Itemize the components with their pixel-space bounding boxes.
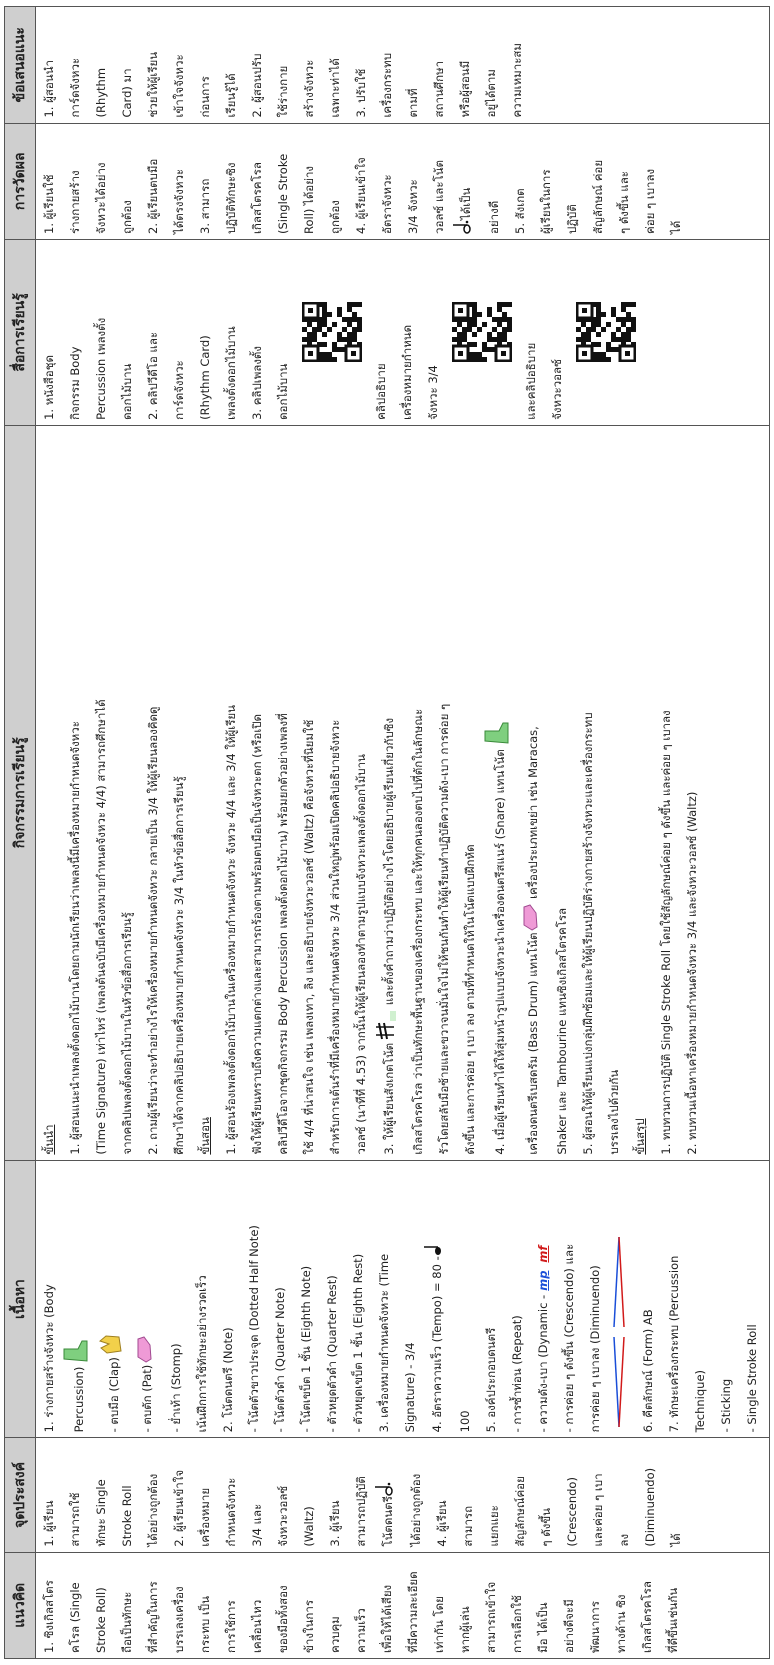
concept-line: ความเร็ว: [354, 1608, 368, 1653]
evaluation-cell: [36, 123, 770, 239]
concept-line: มือ ได้เป็น: [536, 1602, 550, 1653]
concept-line: ที่มีความละเอียด: [406, 1571, 420, 1653]
concept-line: อย่างดีจะมี: [562, 1599, 576, 1653]
dynamic-mf-mark: mf: [536, 1245, 550, 1263]
objective-line: 1. ผู้เรียน: [42, 1500, 56, 1547]
qr-code-icon: [302, 302, 362, 362]
activities-cell: [36, 425, 770, 1160]
evaluation-line: อย่างดี: [487, 200, 501, 234]
dynamic-mp-mark: mp: [536, 1270, 550, 1291]
quarter-note-icon: [423, 1244, 452, 1256]
suggestion-line: สถานศึกษา: [432, 60, 446, 118]
header-evaluation: การวัดผล: [5, 123, 36, 239]
media-line: และคลิปอธิบาย: [524, 342, 538, 420]
suggestion-line: เข้าใจจังหวะ: [172, 54, 186, 118]
objective-line: กำหนดจังหวะ: [224, 1477, 238, 1547]
activity-line: 3. ให้ผู้เรียนสังเกตโน้ต และตั้งคำถามว่าปฏิบัติอย่างไรโดยอธิบายผู้เรียนเกี่ยวกับซิง: [374, 431, 405, 1155]
evaluation-line: 1. ผู้เรียนใช้: [42, 174, 56, 234]
activity-line: เครื่องดนตรีเบสดรัม (Bass Drum) แทนโน้ต เครื่องประเภทเขย่า เช่น Maracas,: [518, 431, 549, 1155]
media-line: จังหวะ 3/4: [426, 365, 440, 420]
evaluation-line: สัญลักษณ์ ค่อย: [591, 159, 605, 234]
media-line: การ์ดจังหวะ: [172, 360, 186, 420]
activity-line: 1. ผู้สอนแนะนำเพลงตั้งดอกไม้บานโดยถามนักเรียนว่าเพลงนี้มีเครื่องหมายกำหนดจังหวะ: [68, 721, 82, 1155]
activity-line: สำหรับการเต้นรำที่มีเครื่องหมายกำหนดจังหวะ 3/4 ส่วนใหญ่พร้อมเปิดคลิปอธิบายจังหวะ: [328, 719, 342, 1155]
content-line: Signature) - 3/4: [403, 1342, 417, 1433]
content-line: - Sticking: [718, 1378, 733, 1433]
activity-line: (Time Signature) เท่าไหร่ (เพลงต้นฉบับมีเครื่องหมายกำหนดจังหวะ 4/4) สามารถศึกษาได้: [94, 699, 108, 1155]
media-line: จังหวะวอลซ์: [550, 359, 564, 420]
evaluation-line: 2. ผู้เรียนตบมือ: [146, 158, 160, 234]
header-activities: กิจกรรมการเรียนรู้: [5, 425, 36, 1160]
media-line: 2. คลิปวีดีโอ และ: [146, 331, 160, 420]
content-line: - ตบมือ (Clap): [97, 1166, 132, 1433]
header-row: [5, 7, 36, 1659]
objective-line: ลง: [617, 1533, 631, 1547]
hand-clap-icon: [97, 1327, 132, 1357]
concept-line: เคลื่อนไหว: [250, 1599, 264, 1653]
activity-line: 5. ผู้สอนให้ผู้เรียนแบ่งกลุ่มฝึกซ้อมและให้ผู้เรียนปฏิบัติร่างกายสร้างจังหวะและเครื่องกระทบ: [581, 712, 595, 1155]
media-line: คลิปอธิบาย: [374, 363, 388, 420]
media-cell: [36, 240, 770, 426]
activity-line: 1. ผู้สอนร้องเพลงตั้งดอกไม้บานในเครื่องหมายกำหนดจังหวะ จังหวะ 4/4 และ 3/4 ให้ผู้เรียน: [224, 705, 238, 1155]
activity-inline-text: และตั้งคำถามว่าปฏิบัติอย่างไรโดยอธิบายผู้เรียนเกี่ยวกับซิง: [382, 717, 396, 1009]
media-line: ดอกไม้บาน: [120, 363, 134, 420]
objective-line: (Crescendo): [565, 1477, 579, 1547]
objective-line: แยกแยะ: [487, 1505, 501, 1547]
header-objectives: จุดประสงค์: [5, 1438, 36, 1552]
objectives-cell: [36, 1438, 770, 1552]
media-line: (Rhythm Card): [198, 335, 212, 420]
suggestion-line: ช่วยให้ผู้เรียน: [146, 51, 160, 118]
objective-line: ทักษะ Single: [94, 1479, 108, 1547]
objective-line: Stroke Roll: [120, 1485, 134, 1547]
crescendo-diminuendo-hairpin-icon: [609, 1232, 635, 1432]
activity-line: 1. ทบทวนการปฏิบัติ Single Stroke Roll โดยใช้สัญลักษณ์ค่อย ๆ ดังขึ้น และค่อย ๆ เบาลง: [659, 710, 673, 1155]
content-line: 5. องค์ประกอบดนตรี: [484, 1327, 498, 1433]
activity-inline-text: เครื่องประเภทเขย่า เช่น Maracas,: [526, 726, 540, 903]
activity-line: 4. เมื่อผู้เรียนทำได้ให้สุ่มหน้ารูปแบบจังหวะนำเครื่องดนตรีสแนร์ (Snare) แทนโน้ต: [483, 431, 518, 1155]
objective-line: และค่อย ๆ เบา: [591, 1473, 605, 1547]
hand-pat-icon: [132, 1335, 163, 1365]
objective-line: (Diminuendo): [643, 1467, 657, 1547]
suggestion-line: สร้างจังหวะ: [302, 59, 316, 118]
activity-line: Shaker และ Tambourine แทนซิงเกิลสโตรคโรล: [555, 907, 569, 1155]
content-line: 3. เครื่องหมายกำหนดจังหวะ (Time: [377, 1253, 391, 1433]
objective-line: เครื่องหมาย: [198, 1487, 212, 1547]
suggestion-line: 2. ผู้สอนปรับ: [250, 53, 264, 118]
concept-line: ที่ดีขึ้นเช่นกัน: [666, 1587, 680, 1653]
objective-line: (Waltz): [302, 1506, 316, 1547]
activity-line: วอลซ์ (นาทีที่ 4.53) จากนั้นให้ผู้เรียนลองทำตามรูปแบบจังหวะเพลงตั้งดอกไม้บาน: [354, 754, 368, 1155]
objective-line: 2. ผู้เรียนเข้าใจ: [172, 1469, 186, 1547]
evaluation-line: จังหวะได้อย่าง: [94, 162, 108, 234]
stick-notation-icon: [374, 1009, 405, 1043]
suggestion-line: ใช้ร่างกาย: [276, 65, 290, 118]
concept-line: 1. ซิงเกิลสโตร: [42, 1580, 56, 1653]
activity-line: ใช้ 4/4 ที่น่าสนใจ เช่น เพลงเทา, ลิง และอธิบายจังหวะวอลซ์ (Waltz) คือจังหวะที่นิยมใช้: [302, 719, 316, 1155]
content-line: - Single Stroke Roll: [744, 1324, 759, 1433]
suggestion-line: เครื่องกระทบ: [380, 53, 394, 118]
activity-line: รัวโดยสลับมือซ้ายและขวาจนมั่นใจไม่ให้ชนกันทำให้ผู้เรียนทำปฏิบัติความดัง-เบา การค่อย ๆ: [437, 703, 451, 1155]
content-line: - โน้ตเขบ็ต 1 ชั้น (Eighth Note): [299, 1265, 313, 1433]
activity-step-heading: ขั้นสอน: [198, 1117, 212, 1155]
content-line: - ความดัง-เบา (Dynamic -mpmf: [536, 1245, 550, 1433]
content-line: 6. คีตลักษณ์ (Form) AB: [640, 1309, 655, 1433]
content-cell: [36, 1160, 770, 1438]
objective-line: โน้ตดนตรี: [374, 1443, 403, 1546]
content-line: [608, 1166, 635, 1433]
activity-line: ฟังให้ผู้เรียนทราบถึงความแตกต่างและสามารถร้องตามพร้อมตบมือเป็นจังหวะตก (หรือเปิด: [250, 713, 264, 1155]
suggestion-line: Card) มา: [120, 68, 134, 118]
media-line: กิจกรรม Body: [68, 346, 82, 420]
content-line: 1. ร่างกายสร้างจังหวะ (Body: [42, 1284, 56, 1433]
evaluation-line: 3/4 จังหวะ: [406, 179, 420, 234]
objective-line: ได้: [669, 1533, 683, 1547]
evaluation-line: ได้ตรงจังหวะ: [172, 168, 186, 234]
activity-line: ดังขึ้น และการค่อย ๆ เบา ลง ตามที่ทำหนดให้ในโน้ตแบบฝึกหัด: [463, 844, 477, 1155]
objective-line: สามารถปฏิบัติ: [354, 1476, 368, 1547]
evaluation-line: Roll) ได้อย่าง: [302, 165, 316, 234]
suggestion-line: ตามที่: [406, 88, 420, 118]
objective-line: 3. ผู้เรียน: [328, 1500, 342, 1547]
content-line: - โน้ตตัวขาวประจุด (Dotted Half Note): [247, 1225, 261, 1433]
dotted-half-note-icon: [452, 220, 481, 234]
evaluation-line: 4. ผู้เรียนเข้าใจ: [354, 157, 368, 234]
concept-line: เท่ากัน โดย: [432, 1596, 446, 1653]
objective-line: ได้อย่างถูกต้อง: [146, 1473, 160, 1547]
content-line: - ตัวหยุดตัวดำ (Quarter Rest): [325, 1275, 339, 1433]
activity-line: จากคลิปเพลงตั้งดอกไม้บานในหัวข้อสื่อการเรียนรู้: [120, 912, 134, 1155]
evaluation-line: ผู้เรียนในการ: [539, 169, 553, 234]
evaluation-line: ร่างกายสร้าง: [68, 170, 82, 234]
concept-line: การเลือกใช้: [510, 1595, 524, 1653]
suggestion-line: เฉพาะท่าได้: [328, 58, 342, 118]
concept-line: บรรเลงเครื่อง: [172, 1586, 186, 1653]
concept-line: พัฒนาการ: [588, 1601, 602, 1653]
content-line: - ตัวหยุดเขบ็ต 1 ชั้น (Eighth Rest): [351, 1253, 365, 1433]
foot-stomp-icon: [62, 1339, 97, 1367]
concept-line: สามารถเข้าใจ: [484, 1581, 498, 1653]
evaluation-line: (Single Stroke: [276, 153, 290, 234]
activity-line: ศึกษาได้จากคลิปอธิบายเครื่องหมายกำหนดจังหวะ 3/4 ในหัวข้อสื่อการเรียนรู้: [172, 776, 186, 1155]
content-line: Percussion): [62, 1166, 97, 1433]
objective-line: 3/4 และ: [250, 1503, 264, 1547]
suggestion-line: ความเหมาะสม: [510, 43, 524, 118]
evaluation-line: ถูกต้อง: [328, 200, 342, 234]
evaluation-line: อัตราจังหวะ: [380, 174, 394, 234]
concept-line: หากผู้เล่น: [458, 1606, 472, 1653]
header-content: เนื้อหา: [5, 1160, 36, 1438]
concept-line: เกิลสโตรคโรล: [640, 1581, 654, 1653]
activity-line: คลิปวีดีโอจากชุดกิจกรรม Body Percussion เพลงตั้งดอกไม้บาน) พร้อมยกตัวอย่างเพลงที่: [276, 713, 290, 1155]
concept-line: เพื่อให้ได้เสียง: [380, 1584, 394, 1653]
evaluation-line: เกิลสโตรคโรล: [250, 162, 264, 234]
objective-line: ๆ ดังขึ้น: [539, 1507, 553, 1547]
activity-line: บรรเลงไปด้วยกัน: [607, 1069, 621, 1155]
suggestion-line: ก่อนการ: [198, 76, 212, 118]
lesson-plan-table: [4, 6, 770, 1659]
content-line: - การซ้ำท่อน (Repeat): [510, 1315, 524, 1433]
objective-line: จังหวะวอลซ์: [276, 1485, 290, 1547]
evaluation-line: ปฏิบัติ: [565, 204, 579, 234]
concept-line: ทางด้าน ซิง: [614, 1594, 628, 1653]
content-line: 100: [458, 1410, 472, 1433]
body-row: [36, 7, 770, 1659]
content-line: เน้นฝึกการใช้ทักษะอย่างรวดเร็ว: [195, 1275, 209, 1433]
suggestion-line: เรียนรู้ได้: [224, 73, 238, 118]
media-line: เครื่องหมายกำหนด: [400, 324, 414, 420]
content-line: 4. อัตราความเร็ว (Tempo) = 80 -: [423, 1166, 452, 1433]
suggestion-line: อยู่ได้ตาม: [484, 69, 498, 118]
concept-line: กระทบ เป็น: [198, 1596, 212, 1653]
dotted-half-note-icon: [374, 1482, 403, 1496]
concept-line: การใช้การ: [224, 1600, 238, 1653]
suggestion-line: 3. ปรับใช้: [354, 68, 368, 118]
media-line: ดอกไม้บาน: [276, 363, 290, 420]
media-line: เพลงตั้งดอกไม้บาน: [224, 326, 238, 420]
concept-line: ที่สำคัญในการ: [146, 1581, 160, 1653]
activity-line: 2. ถามผู้เรียนว่าจะทำอย่างไรให้เครื่องหมายกำหนดจังหวะ กลายเป็น 3/4 ให้ผู้เรียนลองคิดดู: [146, 706, 160, 1155]
suggestion-line: (Rhythm: [94, 67, 108, 118]
content-line: - ย่ำเท้า (Stomp): [169, 1343, 183, 1433]
evaluation-line: ได้เป็น: [452, 129, 481, 234]
activity-step-heading: ขั้นนำ: [42, 1124, 56, 1155]
concept-line: ข้างในการ: [302, 1599, 316, 1653]
concept-cell: [36, 1552, 770, 1658]
content-line: 2. โน้ตดนตรี (Note): [221, 1327, 235, 1433]
content-line: Technique): [692, 1369, 707, 1433]
content-line: - โน้ตตัวดำ (Quarter Note): [273, 1287, 287, 1433]
snare-icon: [483, 721, 518, 749]
objective-line: 4. ผู้เรียน: [435, 1500, 449, 1547]
objective-line: สัญลักษณ์ค่อย: [513, 1476, 527, 1547]
content-line: - ตบตัก (Pat): [132, 1166, 163, 1433]
bass-drum-icon: [518, 903, 549, 933]
evaluation-line: วอลซ์ และโน้ต: [432, 159, 446, 234]
header-suggestions: ข้อเสนอแนะ: [5, 7, 36, 124]
evaluation-line: ๆ ดังขึ้น และ: [617, 171, 631, 234]
concept-line: คโรล (Single: [68, 1582, 82, 1653]
header-concept: แนวคิด: [5, 1552, 36, 1658]
evaluation-line: ค่อย ๆ เบาลง: [643, 168, 657, 234]
evaluation-line: 3. สามารถ: [198, 178, 212, 234]
content-line: - การค่อย ๆ ดังขึ้น (Crescendo) และ: [562, 1243, 576, 1433]
objective-line: สามารถใช้: [68, 1492, 82, 1547]
evaluation-line: ได้: [669, 220, 683, 234]
suggestion-line: การ์ดจังหวะ: [68, 57, 82, 118]
activity-line: 2. ทบทวนเนื้อหาเครื่องหมายกำหนดจังหวะ 3/4 และจังหวะวอลซ์ (Waltz): [685, 791, 699, 1155]
media-line: Percussion เพลงตั้ง: [94, 317, 108, 420]
concept-line: Stroke Roll): [94, 1587, 108, 1653]
suggestion-line: หรือผู้สอนมี: [458, 60, 472, 118]
suggestion-line: 1. ผู้สอนนำ: [42, 60, 56, 118]
objective-line: ได้อย่างถูกต้อง: [409, 1473, 423, 1547]
content-line: 7. ทักษะเครื่องกระทบ (Percussion: [666, 1255, 681, 1433]
concept-line: ถือเป็นทักษะ: [120, 1591, 134, 1653]
header-media: สื่อการเรียนรู้: [5, 240, 36, 426]
concept-line: ของมือทั้งสอง: [276, 1585, 290, 1653]
evaluation-line: ปฏิบัติทักษะซิง: [224, 162, 238, 234]
evaluation-line: 5. สังเกต: [513, 188, 527, 234]
qr-code-icon: [452, 302, 512, 362]
suggestions-cell: [36, 7, 770, 124]
media-line: 1. หนังสือชุด: [42, 355, 56, 420]
evaluation-line: ถูกต้อง: [120, 200, 134, 234]
content-line: การค่อย ๆ เบาลง (Diminuendo): [588, 1265, 602, 1433]
activity-step-heading: ขั้นสรุป: [633, 1118, 647, 1155]
activity-line: เกิลสโตรคโรล ว่าเป็นทักษะพื้นฐานของเครื่องกระทบ และให้ทุกคนลองตบไปที่ตักในลักษณะ: [411, 708, 425, 1155]
media-line: 3. คลิปเพลงตั้ง: [250, 345, 264, 420]
qr-code-icon: [576, 302, 636, 362]
concept-line: ควบคุม: [328, 1616, 342, 1653]
objective-line: สามารถ: [461, 1505, 475, 1547]
